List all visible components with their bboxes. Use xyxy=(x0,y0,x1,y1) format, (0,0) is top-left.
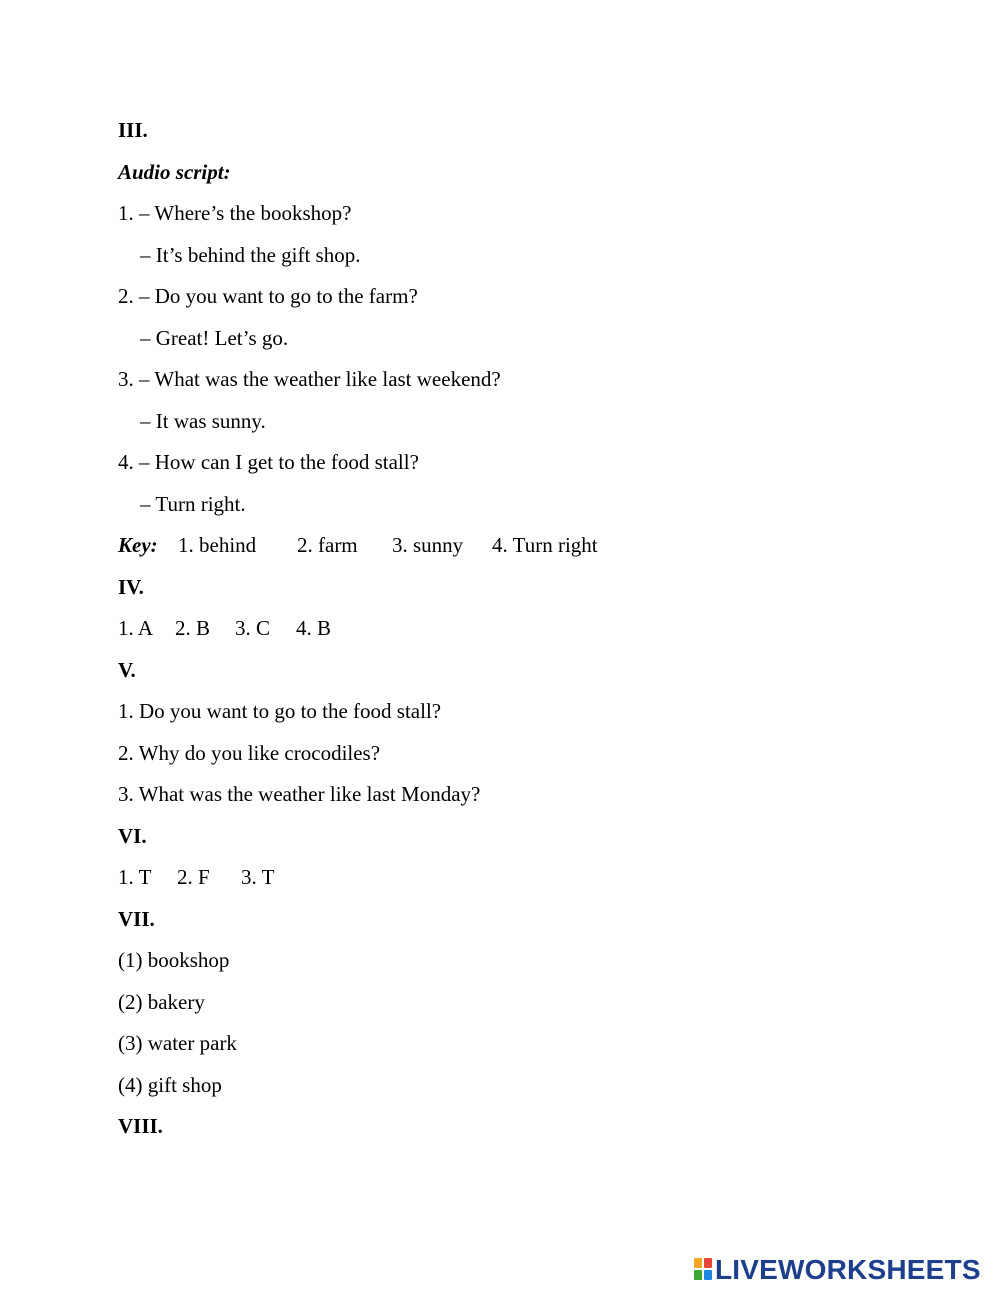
vi-answer-3: 3. T xyxy=(241,865,275,889)
audio-script-label: Audio script: xyxy=(118,160,231,184)
dialogue-1-answer: – It’s behind the gift shop. xyxy=(140,243,361,267)
key-item-4: 4. Turn right xyxy=(492,533,598,557)
section-heading-v: V. xyxy=(118,658,136,682)
logo-mark-block-3 xyxy=(694,1270,702,1280)
iv-answer-2: 2. B xyxy=(175,616,211,640)
key-item-3: 3. sunny xyxy=(392,533,464,557)
vii-line-4: (4) gift shop xyxy=(118,1073,222,1097)
section-heading-viii: VIII. xyxy=(118,1114,163,1138)
dialogue-2-answer: – Great! Let’s go. xyxy=(140,326,289,350)
section-heading-iii: III. xyxy=(118,118,148,142)
section-heading-vii: VII. xyxy=(118,907,155,931)
logo-text: LIVEWORKSHEETS xyxy=(715,1254,981,1285)
dialogue-4-question: 4. – How can I get to the food stall? xyxy=(118,450,419,474)
section-heading-iv: IV. xyxy=(118,575,144,599)
key-label: Key: xyxy=(118,533,158,557)
v-line-1: 1. Do you want to go to the food stall? xyxy=(118,699,442,723)
vii-line-3: (3) water park xyxy=(118,1031,237,1055)
logo-mark-block-1 xyxy=(694,1258,702,1268)
key-item-2: 2. farm xyxy=(297,533,358,557)
section-heading-vi: VI. xyxy=(118,824,147,848)
logo-mark-block-4 xyxy=(704,1270,712,1280)
v-line-2: 2. Why do you like crocodiles? xyxy=(118,741,381,765)
dialogue-4-answer: – Turn right. xyxy=(140,492,246,516)
vi-answers-row xyxy=(118,865,378,889)
liveworksheets-logo xyxy=(694,1254,981,1286)
iv-answer-1: 1. A xyxy=(118,616,154,640)
iv-answer-4: 4. B xyxy=(296,616,332,640)
logo-mark-block-2 xyxy=(704,1258,712,1268)
vi-answer-1: 1. T xyxy=(118,865,152,889)
vii-line-1: (1) bookshop xyxy=(118,948,230,972)
dialogue-3-question: 3. – What was the weather like last weekend? xyxy=(118,367,501,391)
vii-line-2: (2) bakery xyxy=(118,990,205,1014)
liveworksheets-mark-icon xyxy=(694,1258,713,1282)
dialogue-1-question: 1. – Where’s the bookshop? xyxy=(118,201,352,225)
dialogue-2-question: 2. – Do you want to go to the farm? xyxy=(118,284,418,308)
iv-answers-row xyxy=(118,616,418,640)
key-item-1: 1. behind xyxy=(178,533,257,557)
key-row xyxy=(118,533,718,557)
dialogue-3-answer: – It was sunny. xyxy=(140,409,266,433)
vi-answer-2: 2. F xyxy=(177,865,210,889)
v-line-3: 3. What was the weather like last Monday? xyxy=(118,782,481,806)
iv-answer-3: 3. C xyxy=(235,616,271,640)
